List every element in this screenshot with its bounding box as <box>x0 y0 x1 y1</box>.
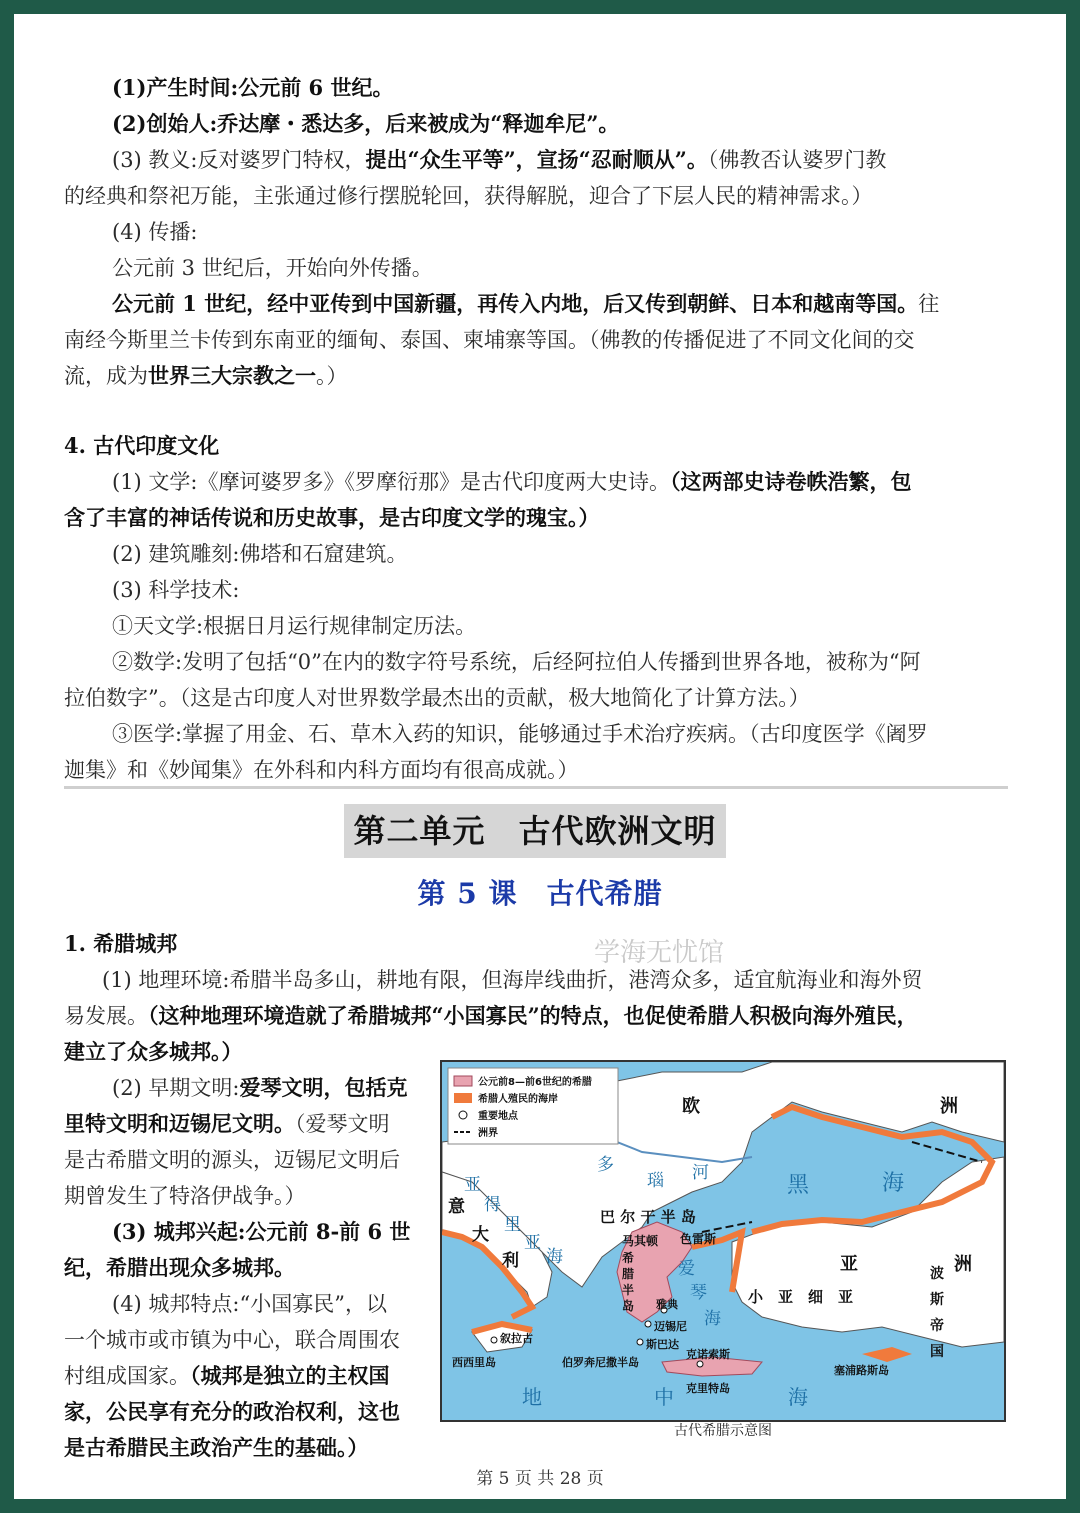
cyprus-island <box>862 1347 912 1362</box>
india-astronomy: ①天文学:根据日月运行规律制定历法。 <box>112 614 477 638</box>
legend-colony-label: 希腊人殖民的海岸 <box>478 1094 558 1105</box>
india-math: ②数学:发明了包括“0”在内的数字符号系统，后经阿拉伯人传播到世界各地，被称为“阿 <box>112 650 921 674</box>
label-persia-3: 帝 <box>930 1318 944 1334</box>
greek-rise: (3) 城邦兴起:公元前 8-前 6 世 <box>112 1219 411 1244</box>
lesson-title: 第 5 课 古代希腊 <box>417 877 663 910</box>
greek-features-3: 村组成国家。（城邦是独立的主权国 <box>64 1363 390 1388</box>
greek-early-civ-3: 是古希腊文明的源头，迈锡尼文明后 <box>64 1148 400 1172</box>
legend-colony-swatch <box>454 1093 472 1103</box>
label-adriatic-4: 亚 <box>524 1233 541 1253</box>
greek-features: (4) 城邦特点:“小国寡民”，以 <box>112 1292 387 1316</box>
label-med-1: 地 <box>522 1385 542 1409</box>
asia-minor-land <box>732 1157 1004 1347</box>
label-peloponnese: 伯罗奔尼撒半岛 <box>562 1356 639 1369</box>
label-greece-2: 腊 <box>622 1267 635 1281</box>
page-footer: 第 5 页 共 28 页 <box>476 1469 604 1489</box>
label-italy-1: 意 <box>448 1197 465 1217</box>
buddhism-time: (1)产生时间:公元前 6 世纪。 <box>112 75 394 100</box>
greek-features-2: 一个城市或市镇为中心，联合周围农 <box>64 1328 400 1352</box>
label-syracuse: 叙拉古 <box>500 1332 533 1345</box>
greek-early-civ-2: 里特文明和迈锡尼文明。（爱琴文明 <box>64 1111 390 1136</box>
label-knossos: 克诺索斯 <box>686 1348 730 1361</box>
label-black-sea-1: 黑 <box>787 1173 810 1198</box>
label-balkan: 巴 尔 干 半 岛 <box>600 1208 696 1226</box>
legend-place-marker <box>459 1111 467 1119</box>
label-adriatic-3: 里 <box>504 1215 521 1235</box>
india-architecture: (2) 建筑雕刻:佛塔和石窟建筑。 <box>112 542 408 566</box>
greek-city-states-heading: 1. 希腊城邦 <box>64 931 178 956</box>
label-macedonia: 马其顿 <box>622 1234 659 1248</box>
buddhism-spread-3: 南经今斯里兰卡传到东南亚的缅甸、泰国、柬埔寨等国。（佛教的传播促进了不同文化间的交 <box>64 328 915 352</box>
label-mycenae: 迈锡尼 <box>654 1320 687 1333</box>
label-italy-3: 利 <box>502 1251 519 1271</box>
legend-boundary-label: 洲界 <box>478 1128 498 1139</box>
india-medicine: ③医学:掌握了用金、石、草木入药的知识，能够通过手术治疗疾病。（古印度医学《阇罗 <box>112 722 928 746</box>
india-science: (3) 科学技术: <box>112 578 240 602</box>
label-greece-3: 半 <box>622 1283 635 1297</box>
label-europe-b: 洲 <box>940 1096 958 1117</box>
label-persia-4: 国 <box>930 1344 944 1360</box>
legend-greece-swatch <box>454 1076 472 1086</box>
label-adriatic-5: 海 <box>546 1247 563 1267</box>
label-cyprus: 塞浦路斯岛 <box>834 1364 889 1377</box>
greek-early-civ-4: 期曾发生了特洛伊战争。） <box>64 1184 306 1208</box>
india-literature: (1) 文学:《摩诃婆罗多》《罗摩衍那》是古代印度两大史诗。（这两部史诗卷帙浩繁，包 <box>112 469 912 494</box>
ancient-greece-map <box>440 1060 1006 1422</box>
buddhism-doctrine: (3) 教义:反对婆罗门特权，提出“众生平等”，宣扬“忍耐顺从”。（佛教否认婆罗门教 <box>112 147 887 172</box>
india-culture-heading: 4. 古代印度文化 <box>64 433 220 458</box>
buddhism-spread-4: 流，成为世界三大宗教之一。） <box>64 363 348 388</box>
label-greece-4: 岛 <box>622 1299 635 1313</box>
label-danube-2: 瑙 <box>647 1171 664 1191</box>
buddhism-spread-2: 公元前 1 世纪，经中亚传到中国新疆，再传入内地，后又传到朝鲜、日本和越南等国。往 <box>112 291 940 316</box>
label-europe-a: 欧 <box>682 1096 700 1117</box>
label-aegean-3: 海 <box>704 1309 721 1329</box>
greek-geography-cont-2: 建立了众多城邦。） <box>64 1039 243 1064</box>
greek-features-5: 是古希腊民主政治产生的基础。） <box>64 1435 369 1460</box>
legend-greece-label: 公元前8—前6世纪的希腊 <box>478 1077 592 1088</box>
greek-geography: (1) 地理环境:希腊半岛多山，耕地有限，但海岸线曲折，港湾众多，适宜航海业和海外贸 <box>102 968 923 992</box>
label-danube-1: 多 <box>597 1155 614 1175</box>
label-black-sea-2: 海 <box>882 1171 905 1196</box>
buddhism-founder: (2)创始人:乔达摩・悉达多，后来被成为“释迦牟尼”。 <box>112 111 620 136</box>
india-literature-cont: 含了丰富的神话传说和历史故事，是古印度文学的瑰宝。） <box>64 505 600 530</box>
label-thrace: 色雷斯 <box>680 1232 717 1246</box>
label-asia-b: 洲 <box>954 1254 972 1275</box>
greek-early-civ: (2) 早期文明:爱琴文明，包括克 <box>112 1075 408 1100</box>
syracuse-marker <box>491 1337 497 1343</box>
greek-geography-cont: 易发展。（这种地理环境造就了希腊城邦“小国寡民”的特点，也促使希腊人积极向海外殖民， <box>64 1003 918 1028</box>
label-greece-1: 希 <box>622 1251 635 1265</box>
greek-rise-2: 纪，希腊出现众多城邦。 <box>64 1255 295 1280</box>
watermark: 学海无忧馆 <box>594 938 725 968</box>
sparta-marker <box>637 1339 643 1345</box>
label-italy-2: 大 <box>472 1225 489 1245</box>
knossos-marker <box>697 1361 703 1367</box>
label-med-2: 中 <box>654 1385 674 1409</box>
label-persia-2: 斯 <box>930 1292 944 1308</box>
unit-title: 第二单元 古代欧洲文明 <box>344 804 726 858</box>
label-asia-a: 亚 <box>840 1254 858 1275</box>
greek-features-4: 家，公民享有充分的政治权利，这也 <box>64 1399 400 1424</box>
map-caption: 古代希腊示意图 <box>674 1423 772 1439</box>
india-medicine-cont: 迦集》和《妙闻集》在外科和内科方面均有很高成就。） <box>64 758 579 782</box>
mycenae-marker <box>645 1321 651 1327</box>
label-adriatic-2: 得 <box>484 1195 501 1215</box>
label-crete: 克里特岛 <box>686 1382 730 1395</box>
label-sicily: 西西里岛 <box>452 1356 496 1369</box>
label-adriatic-1: 亚 <box>464 1175 481 1195</box>
legend-place-label: 重要地点 <box>478 1111 518 1122</box>
label-athens: 雅典 <box>656 1298 678 1311</box>
label-persia-1: 波 <box>930 1266 944 1282</box>
buddhism-spread-heading: (4) 传播: <box>112 220 198 244</box>
map-svg <box>442 1062 1004 1420</box>
label-med-3: 海 <box>788 1385 808 1409</box>
document-page <box>14 14 1066 1499</box>
buddhism-spread-1: 公元前 3 世纪后，开始向外传播。 <box>112 256 433 280</box>
label-aegean-1: 爱 <box>678 1259 695 1279</box>
india-math-cont: 拉伯数字”。（这是古印度人对世界数学最杰出的贡献，极大地简化了计算方法。） <box>64 686 810 710</box>
label-asia-minor: 小 亚 细 亚 <box>748 1288 854 1306</box>
label-sparta: 斯巴达 <box>646 1338 679 1351</box>
label-danube-3: 河 <box>692 1163 709 1183</box>
section-divider <box>64 786 1008 789</box>
buddhism-doctrine-cont: 的经典和祭祀万能，主张通过修行摆脱轮回，获得解脱，迎合了下层人民的精神需求。） <box>64 184 873 208</box>
label-aegean-2: 琴 <box>690 1283 707 1303</box>
